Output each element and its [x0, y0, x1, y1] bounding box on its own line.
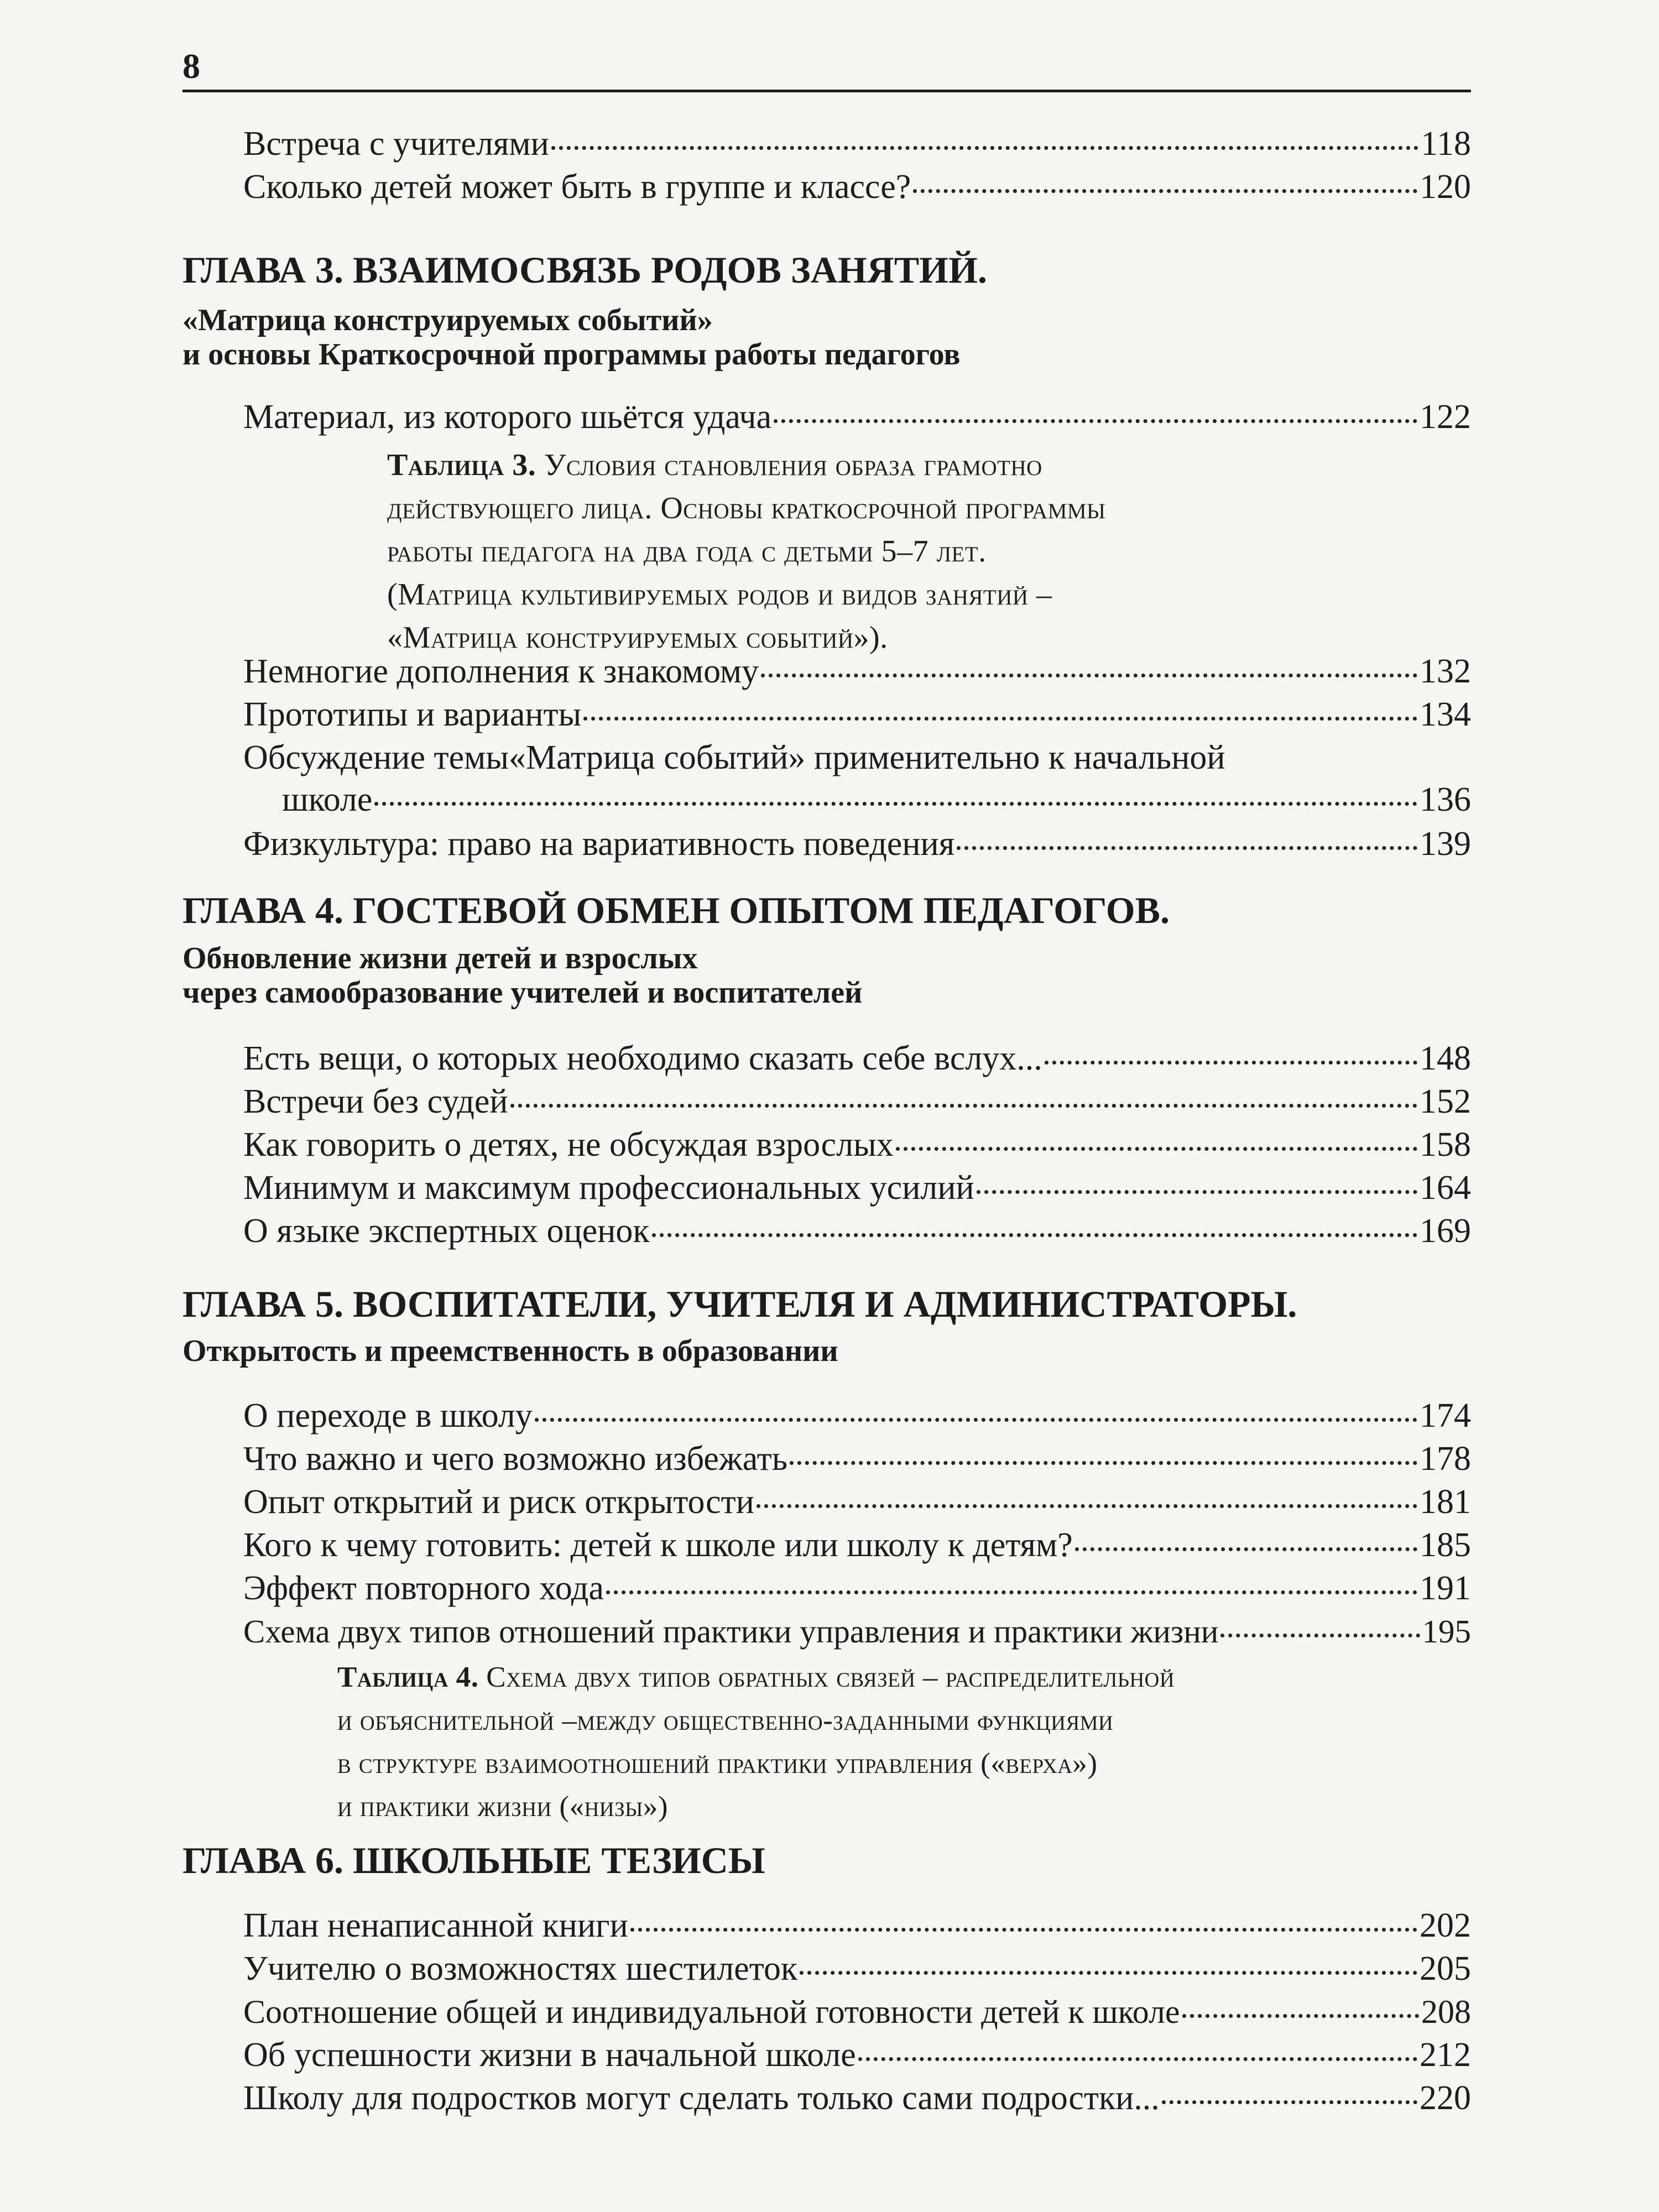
toc-entry-continuation: [243, 779, 1471, 821]
dot-leader: [800, 1971, 1417, 1975]
toc-entry-title: Сколько детей может быть в группе и классе?: [243, 168, 911, 206]
toc-entry[interactable]: [243, 1610, 1471, 1652]
dot-leader: [1162, 2100, 1417, 2104]
toc-entry[interactable]: [243, 1124, 1471, 1166]
toc-entry-title: Минимум и максимум профессиональных усилий: [243, 1169, 974, 1207]
toc-entry[interactable]: [243, 823, 1471, 865]
chapter-4-title: ГЛАВА 4. ГОСТЕВОЙ ОБМЕН ОПЫТОМ ПЕДАГОГОВ.: [182, 889, 1170, 931]
toc-entry-page: 120: [1420, 168, 1471, 206]
toc-entry-title: Опыт открытий и риск открытости: [243, 1483, 754, 1521]
caption-line: действующего лица. Основы краткосрочной программы: [387, 491, 1106, 525]
caption-line: Условия становления образа грамотно: [544, 448, 1042, 482]
dot-leader: [510, 1104, 1417, 1108]
dot-leader: [957, 846, 1417, 850]
toc-entry-title: Что важно и чего возможно избежать: [243, 1440, 788, 1478]
toc-entry[interactable]: [243, 1524, 1471, 1566]
caption-line: (Матрица культивируемых родов и видов занятий –: [387, 577, 1052, 612]
dot-leader: [630, 1928, 1417, 1932]
dot-leader: [1220, 1634, 1420, 1637]
toc-entry-title: План ненаписанной книги: [243, 1907, 628, 1944]
chapter-6-title: ГЛАВА 6. ШКОЛЬНЫЕ ТЕЗИСЫ: [182, 1839, 765, 1881]
toc-entry[interactable]: [243, 1210, 1471, 1252]
toc-entry-page: 191: [1420, 1569, 1471, 1607]
toc-entry-title: Учителю о возможностях шестилеток: [243, 1950, 798, 1987]
dot-leader: [913, 189, 1417, 193]
toc-entry[interactable]: [243, 1395, 1471, 1437]
toc-entry-title: Материал, из которого шьётся удача: [243, 398, 772, 436]
toc-entry-title: О языке экспертных оценок: [243, 1212, 650, 1250]
toc-entry-title: Есть вещи, о которых необходимо сказать себе вслух...: [243, 1040, 1042, 1077]
toc-entry-page: 139: [1420, 825, 1471, 863]
toc-entry-page: 118: [1421, 125, 1471, 163]
toc-entry-title: Немногие дополнения к знакомому: [243, 653, 759, 690]
toc-entry-title: Обсуждение темы«Матрица событий» применительно к начальной: [243, 739, 1225, 776]
dot-leader: [535, 1418, 1417, 1422]
toc-entry-title: Встреча с учителями: [243, 125, 549, 163]
caption-line: и практики жизни («низы»): [337, 1791, 669, 1823]
toc-entry[interactable]: [243, 1567, 1471, 1609]
toc-entry[interactable]: [243, 166, 1471, 208]
dot-leader: [761, 674, 1417, 677]
toc-entry-page: 169: [1420, 1212, 1471, 1250]
toc-entry-title: Об успешности жизни в начальной школе: [243, 2036, 856, 2074]
chapter-4-subtitle: через самообразование учителей и воспитателей: [182, 975, 863, 1010]
toc-entry[interactable]: [243, 693, 1471, 735]
dot-leader: [606, 1590, 1417, 1594]
table-3-caption: [387, 444, 1106, 659]
toc-entry-page: 132: [1420, 653, 1471, 690]
toc-entry-page: 152: [1420, 1083, 1471, 1120]
caption-line: работы педагога на два года с детьми 5–7 лет.: [387, 534, 987, 568]
chapter-5-subtitle: Открытость и преемственность в образовании: [182, 1334, 838, 1368]
dot-leader: [583, 717, 1417, 721]
dot-leader: [977, 1190, 1417, 1194]
toc-entry-page: 181: [1420, 1483, 1471, 1521]
dot-leader: [896, 1147, 1417, 1151]
chapter-3-subtitle: «Матрица конструируемых событий»: [182, 303, 713, 337]
chapter-5-title: ГЛАВА 5. ВОСПИТАТЕЛИ, УЧИТЕЛЯ И АДМИНИСТРАТОРЫ.: [182, 1283, 1297, 1325]
toc-entry-page: 195: [1422, 1613, 1471, 1650]
toc-entry[interactable]: [243, 396, 1471, 438]
toc-entry-title: Прототипы и варианты: [243, 696, 582, 733]
dot-leader: [652, 1233, 1417, 1237]
toc-entry-title: Школу для подростков могут сделать только сами подростки...: [243, 2079, 1160, 2117]
toc-entry[interactable]: [243, 1167, 1471, 1209]
toc-entry-page: 212: [1420, 2036, 1471, 2074]
toc-entry[interactable]: [243, 737, 1471, 821]
toc-entry-title: О переходе в школу: [243, 1397, 533, 1434]
toc-entry-title: Эффект повторного хода: [243, 1569, 604, 1607]
toc-entry-page: 208: [1421, 1994, 1471, 2030]
page-number: 8: [182, 46, 200, 86]
toc-entry[interactable]: [243, 1991, 1471, 2033]
chapter-4-subtitle: Обновление жизни детей и взрослых: [182, 941, 698, 975]
toc-entry-page: 202: [1420, 1907, 1471, 1944]
table-4-label: Таблица 4.: [337, 1661, 479, 1693]
toc-entry-title: Кого к чему готовить: детей к школе или школу к детям?: [243, 1526, 1073, 1564]
dot-leader: [374, 802, 1417, 806]
dot-leader: [774, 419, 1417, 423]
toc-entry[interactable]: [243, 1905, 1471, 1947]
toc-entry-page: 178: [1420, 1440, 1471, 1478]
toc-entry-title: Соотношение общей и индивидуальной готовности детей к школе: [243, 1994, 1180, 2030]
toc-entry[interactable]: [243, 123, 1471, 165]
dot-leader: [757, 1504, 1417, 1508]
dot-leader: [1182, 2014, 1419, 2018]
toc-entry-title: школе: [282, 781, 373, 818]
toc-entry-title: Встречи без судей: [243, 1083, 508, 1120]
caption-line: Схема двух типов обратных связей – распределительной: [486, 1661, 1175, 1693]
toc-entry[interactable]: [243, 1037, 1471, 1079]
toc-entry-page: 185: [1420, 1526, 1471, 1564]
dot-leader: [551, 146, 1419, 150]
toc-entry-page: 158: [1420, 1126, 1471, 1164]
toc-entry-page: 148: [1420, 1040, 1471, 1077]
caption-line: и объяснительной –между общественно-заданными функциями: [337, 1704, 1114, 1736]
toc-entry-page: 134: [1420, 696, 1471, 733]
toc-entry-title: Физкультура: право на вариативность поведения: [243, 825, 955, 863]
toc-entry[interactable]: [243, 1948, 1471, 1990]
toc-entry[interactable]: [243, 650, 1471, 692]
toc-entry-page: 205: [1420, 1950, 1471, 1987]
toc-entry[interactable]: [243, 1081, 1471, 1123]
dot-leader: [1075, 1547, 1417, 1551]
toc-entry-page: 164: [1420, 1169, 1471, 1207]
caption-line: в структуре взаимоотношений практики управления («верха»): [337, 1747, 1098, 1780]
dot-leader: [1045, 1061, 1417, 1065]
toc-entry[interactable]: [243, 1481, 1471, 1523]
chapter-3-subtitle: и основы Краткосрочной программы работы педагогов: [182, 337, 961, 372]
toc-entry-page: 136: [1420, 781, 1471, 818]
toc-entry[interactable]: [243, 1438, 1471, 1480]
caption-line: «Матрица конструируемых событий»).: [387, 620, 888, 655]
toc-entry-page: 220: [1420, 2079, 1471, 2117]
toc-entry-title: Как говорить о детях, не обсуждая взрослых: [243, 1126, 894, 1164]
toc-entry[interactable]: [243, 2034, 1471, 2076]
toc-entry-title: Схема двух типов отношений практики управления и практики жизни: [243, 1613, 1219, 1650]
toc-entry-page: 174: [1420, 1397, 1471, 1434]
chapter-3-title: ГЛАВА 3. ВЗАИМОСВЯЗЬ РОДОВ ЗАНЯТИЙ.: [182, 249, 987, 291]
header-rule: [182, 90, 1471, 92]
toc-entry-page: 122: [1420, 398, 1471, 436]
dot-leader: [790, 1461, 1417, 1465]
toc-entry[interactable]: [243, 2077, 1471, 2119]
dot-leader: [858, 2057, 1417, 2061]
table-4-caption: [337, 1656, 1175, 1828]
table-3-label: Таблица 3.: [387, 448, 536, 482]
